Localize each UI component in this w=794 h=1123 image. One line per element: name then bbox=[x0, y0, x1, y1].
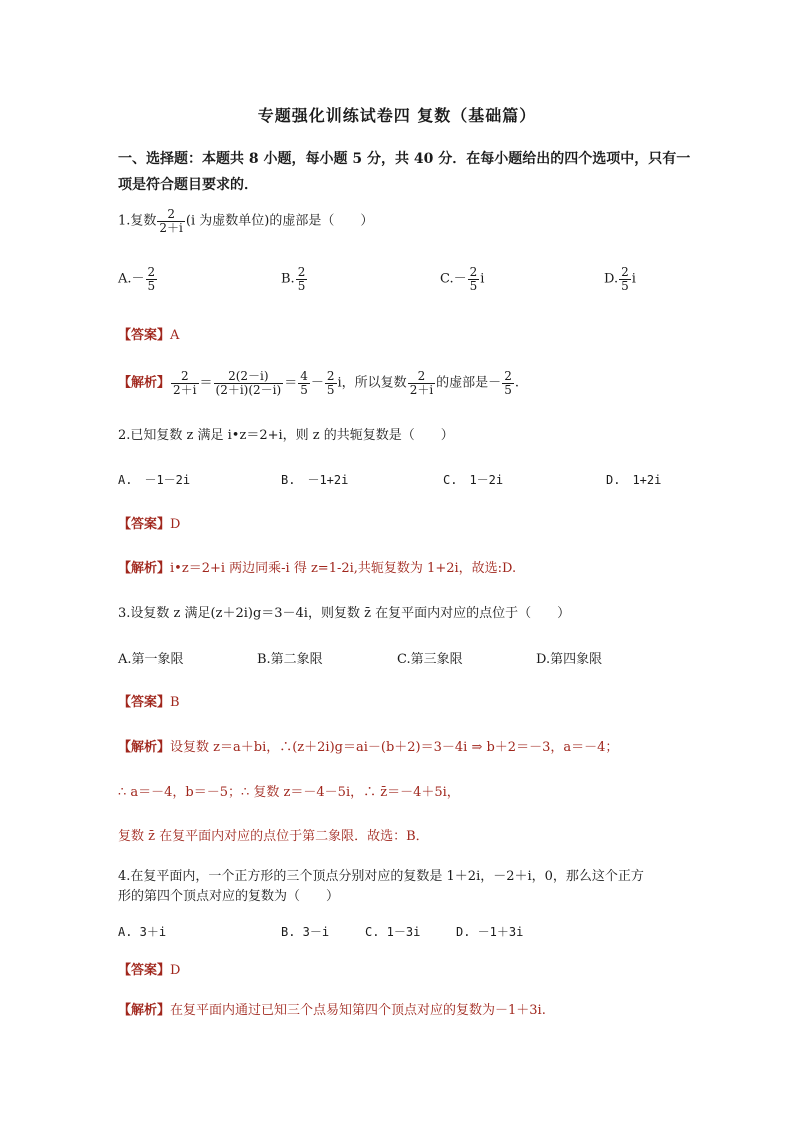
frac-den: 2＋i bbox=[409, 382, 434, 397]
q1-option-c-label: C.－ bbox=[440, 271, 467, 287]
period: . bbox=[514, 375, 519, 391]
q1-frac-num: 2 bbox=[167, 207, 175, 221]
frac-num: 2 bbox=[417, 369, 426, 383]
equals: ＝ bbox=[199, 375, 213, 391]
answer-value: B bbox=[170, 695, 180, 710]
answer-value: D bbox=[170, 963, 181, 978]
frac-den: 5 bbox=[326, 382, 335, 397]
q3-stem: 3.设复数 z 满足(z＋2i)g＝3－4i，则复数 z̄ 在复平面内对应的点位于（ ） bbox=[118, 606, 571, 621]
q2-option-d: D. 1+2i bbox=[606, 473, 662, 487]
frac-num: 2 bbox=[504, 369, 512, 383]
q2-option-c: C. 1－2i bbox=[443, 473, 504, 487]
answer-tag: 【答案】 bbox=[118, 695, 171, 710]
q1-option-a-label: A.－ bbox=[118, 271, 145, 287]
q1-option-d-label: D. bbox=[604, 271, 619, 287]
q3-option-b: B.第二象限 bbox=[257, 652, 323, 667]
q1-option-b-frac bbox=[296, 266, 308, 292]
q4-option-d: D. －1＋3i bbox=[456, 925, 524, 939]
analysis-tag: 【解析】 bbox=[118, 561, 171, 576]
frac-den: 5 bbox=[621, 278, 629, 293]
q3-option-c: C.第三象限 bbox=[397, 652, 463, 667]
minus: － bbox=[310, 375, 324, 391]
q2-analysis bbox=[118, 562, 516, 575]
q1-suffix: (i 为虚数单位)的虚部是（ ） bbox=[185, 213, 374, 229]
q1-option-d-frac bbox=[619, 266, 631, 292]
frac-den: 5 bbox=[297, 278, 306, 293]
frac-den: 2＋i bbox=[173, 382, 197, 397]
q1-option-a-frac bbox=[146, 266, 158, 292]
frac-num: 2 bbox=[326, 369, 335, 383]
q1-analysis bbox=[118, 370, 519, 396]
frac-num: 2 bbox=[297, 265, 306, 279]
frac-num: 2 bbox=[621, 265, 629, 279]
analysis-text: i，所以复数 bbox=[337, 375, 407, 391]
q1-prefix: 1.复数 bbox=[118, 213, 157, 229]
q1-option-c-frac bbox=[468, 266, 480, 292]
frac-den: 5 bbox=[300, 382, 308, 397]
section-heading-line-2: 项是符合题目要求的． bbox=[118, 177, 258, 193]
frac bbox=[214, 370, 284, 396]
q4-answer bbox=[118, 964, 180, 977]
q1-fraction bbox=[157, 208, 184, 234]
q1-option-d bbox=[604, 266, 636, 292]
analysis-text: 在复平面内通过已知三个点易知第四个顶点对应的复数为－1＋3i. bbox=[170, 1003, 546, 1018]
analysis-text: i•z＝2+i 两边同乘-i 得 z=1-2i,共轭复数为 1+2i，故选:D. bbox=[170, 561, 517, 576]
frac-num: 2 bbox=[147, 265, 156, 279]
q1-option-b-label: B. bbox=[281, 271, 295, 287]
answer-tag: 【答案】 bbox=[118, 963, 171, 978]
q1-option-c-tail: i bbox=[480, 271, 485, 287]
frac bbox=[171, 370, 198, 396]
frac-num: 2(2－i) bbox=[228, 369, 269, 383]
q3-analysis-line-3: 复数 z̄ 在复平面内对应的点位于第二象限．故选：B． bbox=[118, 829, 429, 844]
q4-option-c: C. 1－3i bbox=[365, 925, 421, 939]
analysis-tag: 【解析】 bbox=[118, 375, 171, 391]
q1-option-b bbox=[281, 266, 308, 292]
frac-den: (2＋i)(2－i) bbox=[215, 382, 282, 397]
q3-option-a: A.第一象限 bbox=[118, 652, 184, 667]
analysis-tag: 【解析】 bbox=[118, 1003, 171, 1018]
analysis-tag: 【解析】 bbox=[118, 740, 171, 755]
frac-den: 5 bbox=[147, 278, 156, 293]
q3-analysis-line-1 bbox=[118, 741, 618, 754]
section-heading-line-1: 一、选择题：本题共 8 小题，每小题 5 分，共 40 分．在每小题给出的四个选项中，只有一 bbox=[118, 151, 691, 167]
frac-num: 4 bbox=[300, 369, 308, 383]
answer-tag: 【答案】 bbox=[118, 517, 171, 532]
frac-num: 2 bbox=[469, 265, 478, 279]
q1-option-d-tail: i bbox=[631, 271, 636, 287]
q4-analysis bbox=[118, 1004, 546, 1017]
frac-den: 5 bbox=[469, 278, 478, 293]
q1-answer bbox=[118, 329, 179, 342]
analysis-text: 的虚部是－ bbox=[436, 375, 502, 391]
q3-answer bbox=[118, 696, 180, 709]
frac bbox=[408, 370, 435, 396]
answer-value: A bbox=[170, 328, 180, 343]
analysis-text: 设复数 z＝a＋bi，∴(z＋2i)g＝ai－(b＋2)＝3－4i ⇒ b＋2＝－3，a＝－4； bbox=[170, 740, 619, 755]
equals: ＝ bbox=[284, 375, 298, 391]
q2-stem: 2.已知复数 z 满足 i•z＝2+i，则 z 的共轭复数是（ ） bbox=[118, 428, 454, 443]
q2-answer bbox=[118, 518, 180, 531]
q3-analysis-line-2: ∴ a＝－4，b＝－5；∴ 复数 z＝－4－5i，∴ z̄＝－4＋5i， bbox=[118, 785, 460, 800]
frac bbox=[325, 370, 337, 396]
q1-stem bbox=[118, 208, 373, 234]
frac bbox=[502, 370, 514, 396]
frac-den: 5 bbox=[504, 382, 512, 397]
q2-option-a: A. －1－2i bbox=[118, 473, 191, 487]
q3-option-d: D.第四象限 bbox=[536, 652, 603, 667]
q4-option-a: A. 3＋i bbox=[118, 925, 167, 939]
q1-option-a bbox=[118, 266, 158, 292]
page-title: 专题强化训练试卷四 复数（基础篇） bbox=[257, 106, 537, 125]
q4-stem-line-2: 形的第四个顶点对应的复数为（ ） bbox=[118, 889, 340, 904]
answer-tag: 【答案】 bbox=[118, 328, 171, 343]
q1-frac-den: 2＋i bbox=[159, 220, 183, 235]
frac-num: 2 bbox=[180, 369, 189, 383]
q4-stem-line-1: 4.在复平面内，一个正方形的三个顶点分别对应的复数是 1＋2i，－2＋i，0，那么这个正方 bbox=[118, 869, 644, 884]
answer-value: D bbox=[170, 517, 181, 532]
frac bbox=[298, 370, 310, 396]
q2-option-b: B. －1+2i bbox=[281, 473, 349, 487]
q4-option-b: B. 3－i bbox=[281, 925, 330, 939]
q1-option-c bbox=[440, 266, 484, 292]
